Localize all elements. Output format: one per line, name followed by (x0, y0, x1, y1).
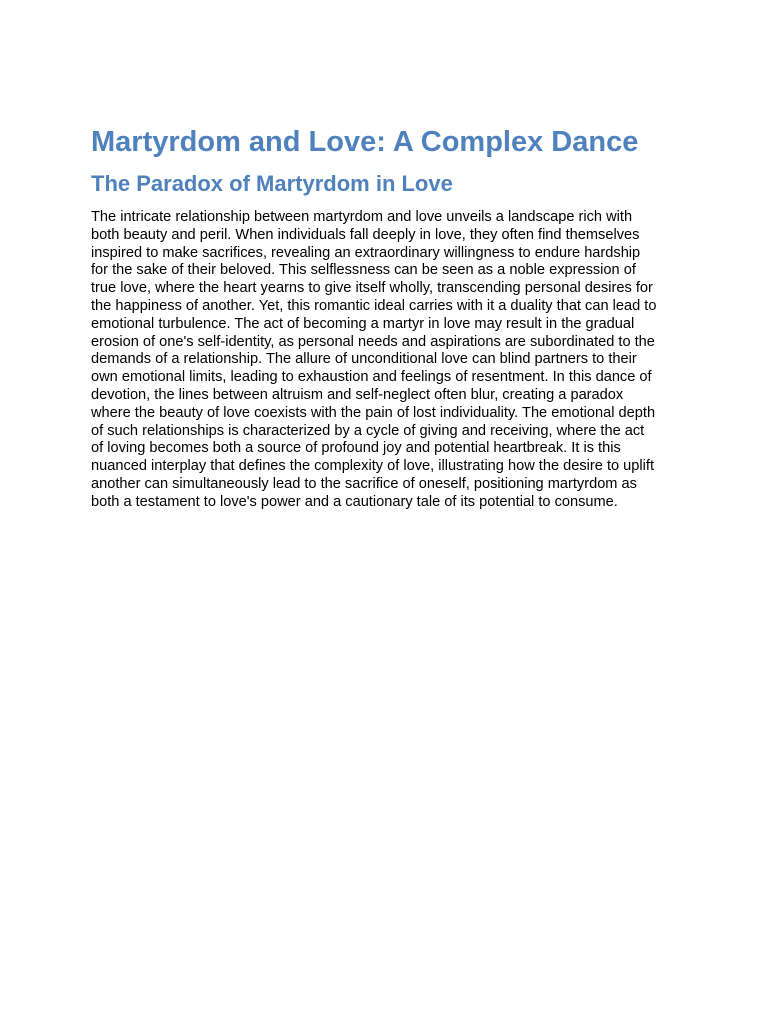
paragraph-line: erosion of one's self-identity, as personal needs and aspirations are subordinated to the (91, 333, 655, 350)
document-content (91, 124, 681, 512)
paragraph-line: The intricate relationship between martyrdom and love unveils a landscape rich with (91, 209, 633, 225)
body-paragraph (91, 209, 681, 512)
paragraph-line: the happiness of another. Yet, this romantic ideal carries with it a duality that can lead to (91, 297, 657, 314)
paragraph-line: own emotional limits, leading to exhaustion and feelings of resentment. In this dance of (91, 369, 652, 386)
paragraph-line: nuanced interplay that defines the complexity of love, illustrating how the desire to uplift (91, 458, 654, 475)
section-heading: The Paradox of Martyrdom in Love (91, 171, 453, 196)
paragraph-line: another can simultaneously lead to the sacrifice of oneself, positioning martyrdom as (91, 475, 637, 492)
paragraph-line: emotional turbulence. The act of becoming a martyr in love may result in the gradual (91, 315, 635, 332)
paragraph-line: both a testament to love's power and a cautionary tale of its potential to consume. (91, 493, 618, 510)
paragraph-line: demands of a relationship. The allure of unconditional love can blind partners to their (91, 351, 637, 368)
paragraph-line: both beauty and peril. When individuals fall deeply in love, they often find themselves (91, 226, 640, 243)
paragraph-line: devotion, the lines between altruism and self-neglect often blur, creating a paradox (91, 386, 624, 403)
paragraph-line: of loving becomes both a source of profound joy and potential heartbreak. It is this (91, 440, 621, 457)
paragraph-line: for the sake of their beloved. This selflessness can be seen as a noble expression of (91, 262, 636, 279)
document-title: Martyrdom and Love: A Complex Dance (91, 126, 639, 158)
paragraph-line: inspired to make sacrifices, revealing an extraordinary willingness to endure hardship (91, 244, 641, 261)
paragraph-line: of such relationships is characterized by a cycle of giving and receiving, where the act (91, 422, 645, 439)
paragraph-line: true love, where the heart yearns to give itself wholly, transcending personal desires for (91, 280, 653, 297)
paragraph-line: where the beauty of love coexists with the pain of lost individuality. The emotional depth (91, 404, 656, 421)
